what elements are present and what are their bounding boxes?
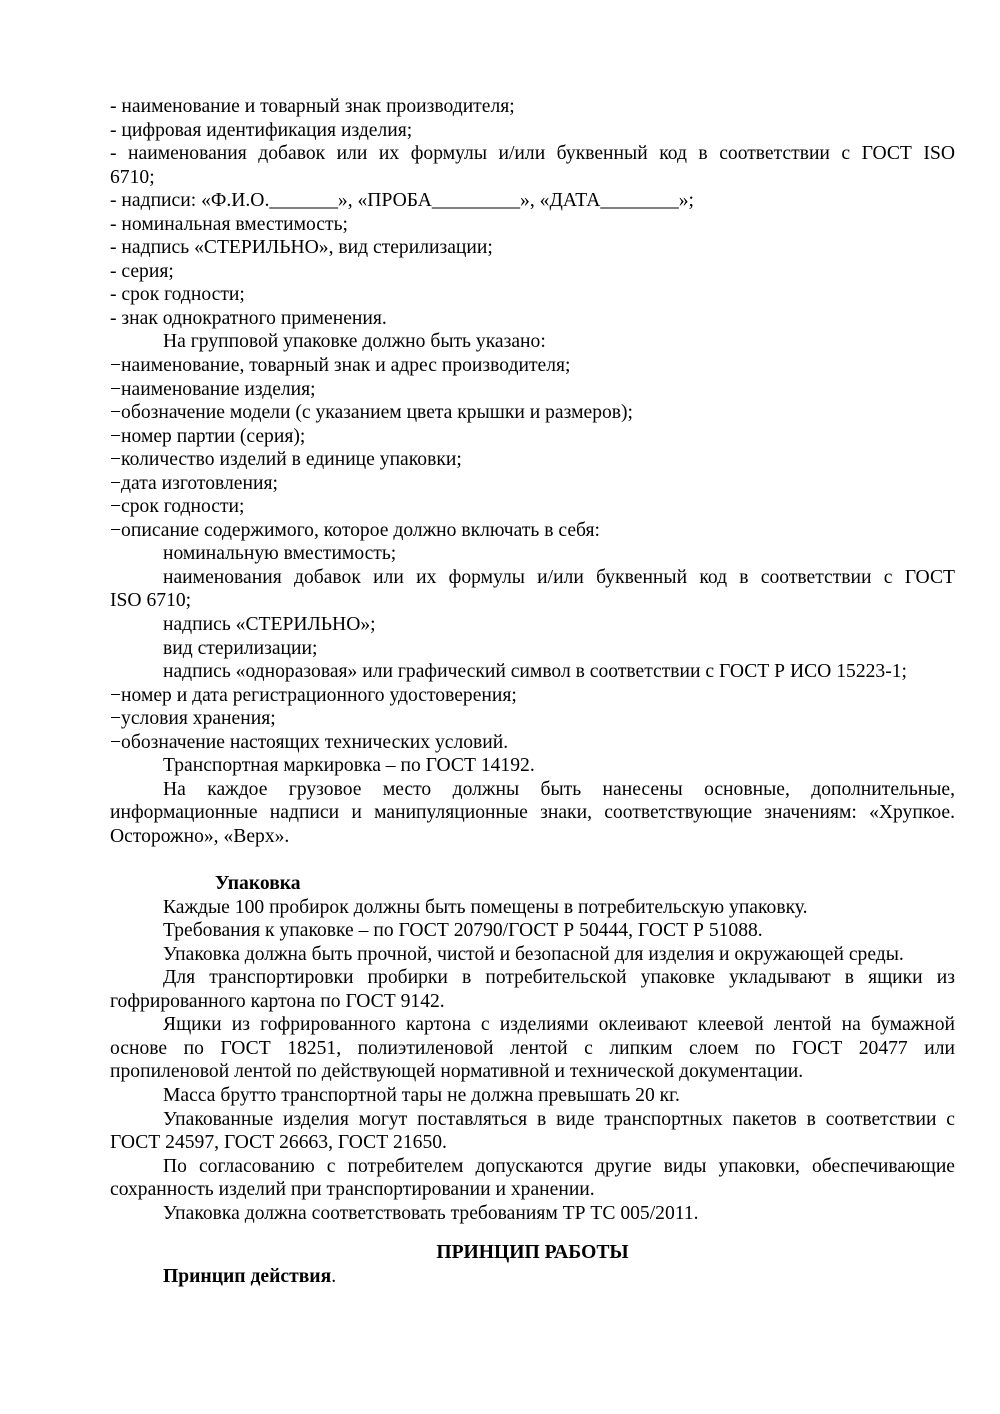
text-line: - наименования добавок или их формулы и/или буквенный код в соответствии с ГОСТ ISO bbox=[110, 143, 955, 165]
text-line: −номер и дата регистрационного удостоверения; bbox=[110, 684, 517, 706]
text-line: −обозначение модели (с указанием цвета крышки и размеров); bbox=[110, 402, 634, 424]
text-line: Транспортная маркировка – по ГОСТ 14192. bbox=[163, 755, 535, 777]
text-line: −условия хранения; bbox=[110, 708, 276, 730]
text-line: 6710; bbox=[110, 166, 155, 188]
text-line: вид стерилизации; bbox=[163, 637, 318, 659]
text-line: - цифровая идентификация изделия; bbox=[110, 119, 413, 141]
text-line: На каждое грузовое место должны быть нанесены основные, дополнительные, bbox=[163, 778, 955, 800]
section-heading: ПРИНЦИП РАБОТЫ bbox=[436, 1242, 629, 1264]
text-line: наименования добавок или их формулы и/или буквенный код в соответствии с ГОСТ bbox=[163, 566, 955, 588]
text-line: Осторожно», «Верх». bbox=[110, 825, 290, 847]
text-line: −наименование изделия; bbox=[110, 378, 316, 400]
text-line: −описание содержимого, которое должно включать в себя: bbox=[110, 519, 600, 541]
text-line: - наименование и товарный знак производителя; bbox=[110, 96, 515, 117]
text-line: −обозначение настоящих технических условий. bbox=[110, 731, 509, 753]
subsection-heading bbox=[110, 1265, 955, 1289]
text-line: гофрированного картона по ГОСТ 9142. bbox=[110, 990, 445, 1012]
text-line: −дата изготовления; bbox=[110, 472, 278, 494]
text-line: пропиленовой лентой по действующей нормативной и технической документации. bbox=[110, 1061, 804, 1083]
text-line: Требования к упаковке – по ГОСТ 20790/ГОСТ Р 50444, ГОСТ Р 51088. bbox=[163, 920, 763, 942]
text-line: Масса брутто транспортной тары не должна превышать 20 кг. bbox=[163, 1084, 680, 1106]
text-line: сохранность изделий при транспортировании и хранении. bbox=[110, 1179, 595, 1201]
text-line: - знак однократного применения. bbox=[110, 307, 387, 329]
text-line: - номинальная вместимость; bbox=[110, 213, 348, 235]
text-line: −номер партии (серия); bbox=[110, 425, 306, 447]
text-line: Упакованные изделия могут поставляться в виде транспортных пакетов в соответствии с bbox=[163, 1108, 955, 1130]
text-line: Ящики из гофрированного картона с изделиями оклеивают клеевой лентой на бумажной bbox=[163, 1014, 955, 1036]
text-line: −количество изделий в единице упаковки; bbox=[110, 449, 462, 471]
subsection-heading-label: Принцип действия bbox=[163, 1265, 332, 1287]
text-line: - серия; bbox=[110, 260, 174, 282]
text-line: - надпись «СТЕРИЛЬНО», вид стерилизации; bbox=[110, 237, 493, 259]
section-heading: Упаковка bbox=[215, 873, 301, 895]
text-line: - надписи: «Ф.И.О._______», «ПРОБА_________», «ДАТА________»; bbox=[110, 190, 695, 212]
text-line: надпись «одноразовая» или графический символ в соответствии с ГОСТ Р ИСО 15223-1; bbox=[163, 661, 907, 683]
text-line: На групповой упаковке должно быть указано: bbox=[163, 331, 546, 353]
text-line: Для транспортировки пробирки в потребительской упаковке укладывают в ящики из bbox=[163, 967, 955, 989]
text-line: −срок годности; bbox=[110, 496, 245, 518]
subsection-heading-tail: . bbox=[331, 1265, 337, 1287]
text-line: основе по ГОСТ 18251, полиэтиленовой лентой с липким слоем по ГОСТ 20477 или bbox=[110, 1037, 955, 1059]
text-line: ISO 6710; bbox=[110, 590, 192, 612]
spacer bbox=[110, 849, 955, 873]
text-line: - срок годности; bbox=[110, 284, 245, 306]
text-line: ГОСТ 24597, ГОСТ 26663, ГОСТ 21650. bbox=[110, 1132, 447, 1154]
text-line: надпись «СТЕРИЛЬНО»; bbox=[163, 614, 376, 636]
text-line: −наименование, товарный знак и адрес производителя; bbox=[110, 355, 571, 377]
text-line: информационные надписи и манипуляционные знаки, соответствующие значениям: «Хрупкое. bbox=[110, 802, 955, 824]
text-line: Упаковка должна соответствовать требованиям ТР ТС 005/2011. bbox=[163, 1202, 699, 1224]
text-line: Упаковка должна быть прочной, чистой и безопасной для изделия и окружающей среды. bbox=[163, 943, 904, 965]
text-line: номинальную вместимость; bbox=[163, 543, 397, 565]
text-line: По согласованию с потребителем допускаются другие виды упаковки, обеспечивающие bbox=[163, 1155, 955, 1177]
spacer bbox=[110, 1225, 955, 1241]
text-line: Каждые 100 пробирок должны быть помещены в потребительскую упаковку. bbox=[163, 896, 808, 918]
